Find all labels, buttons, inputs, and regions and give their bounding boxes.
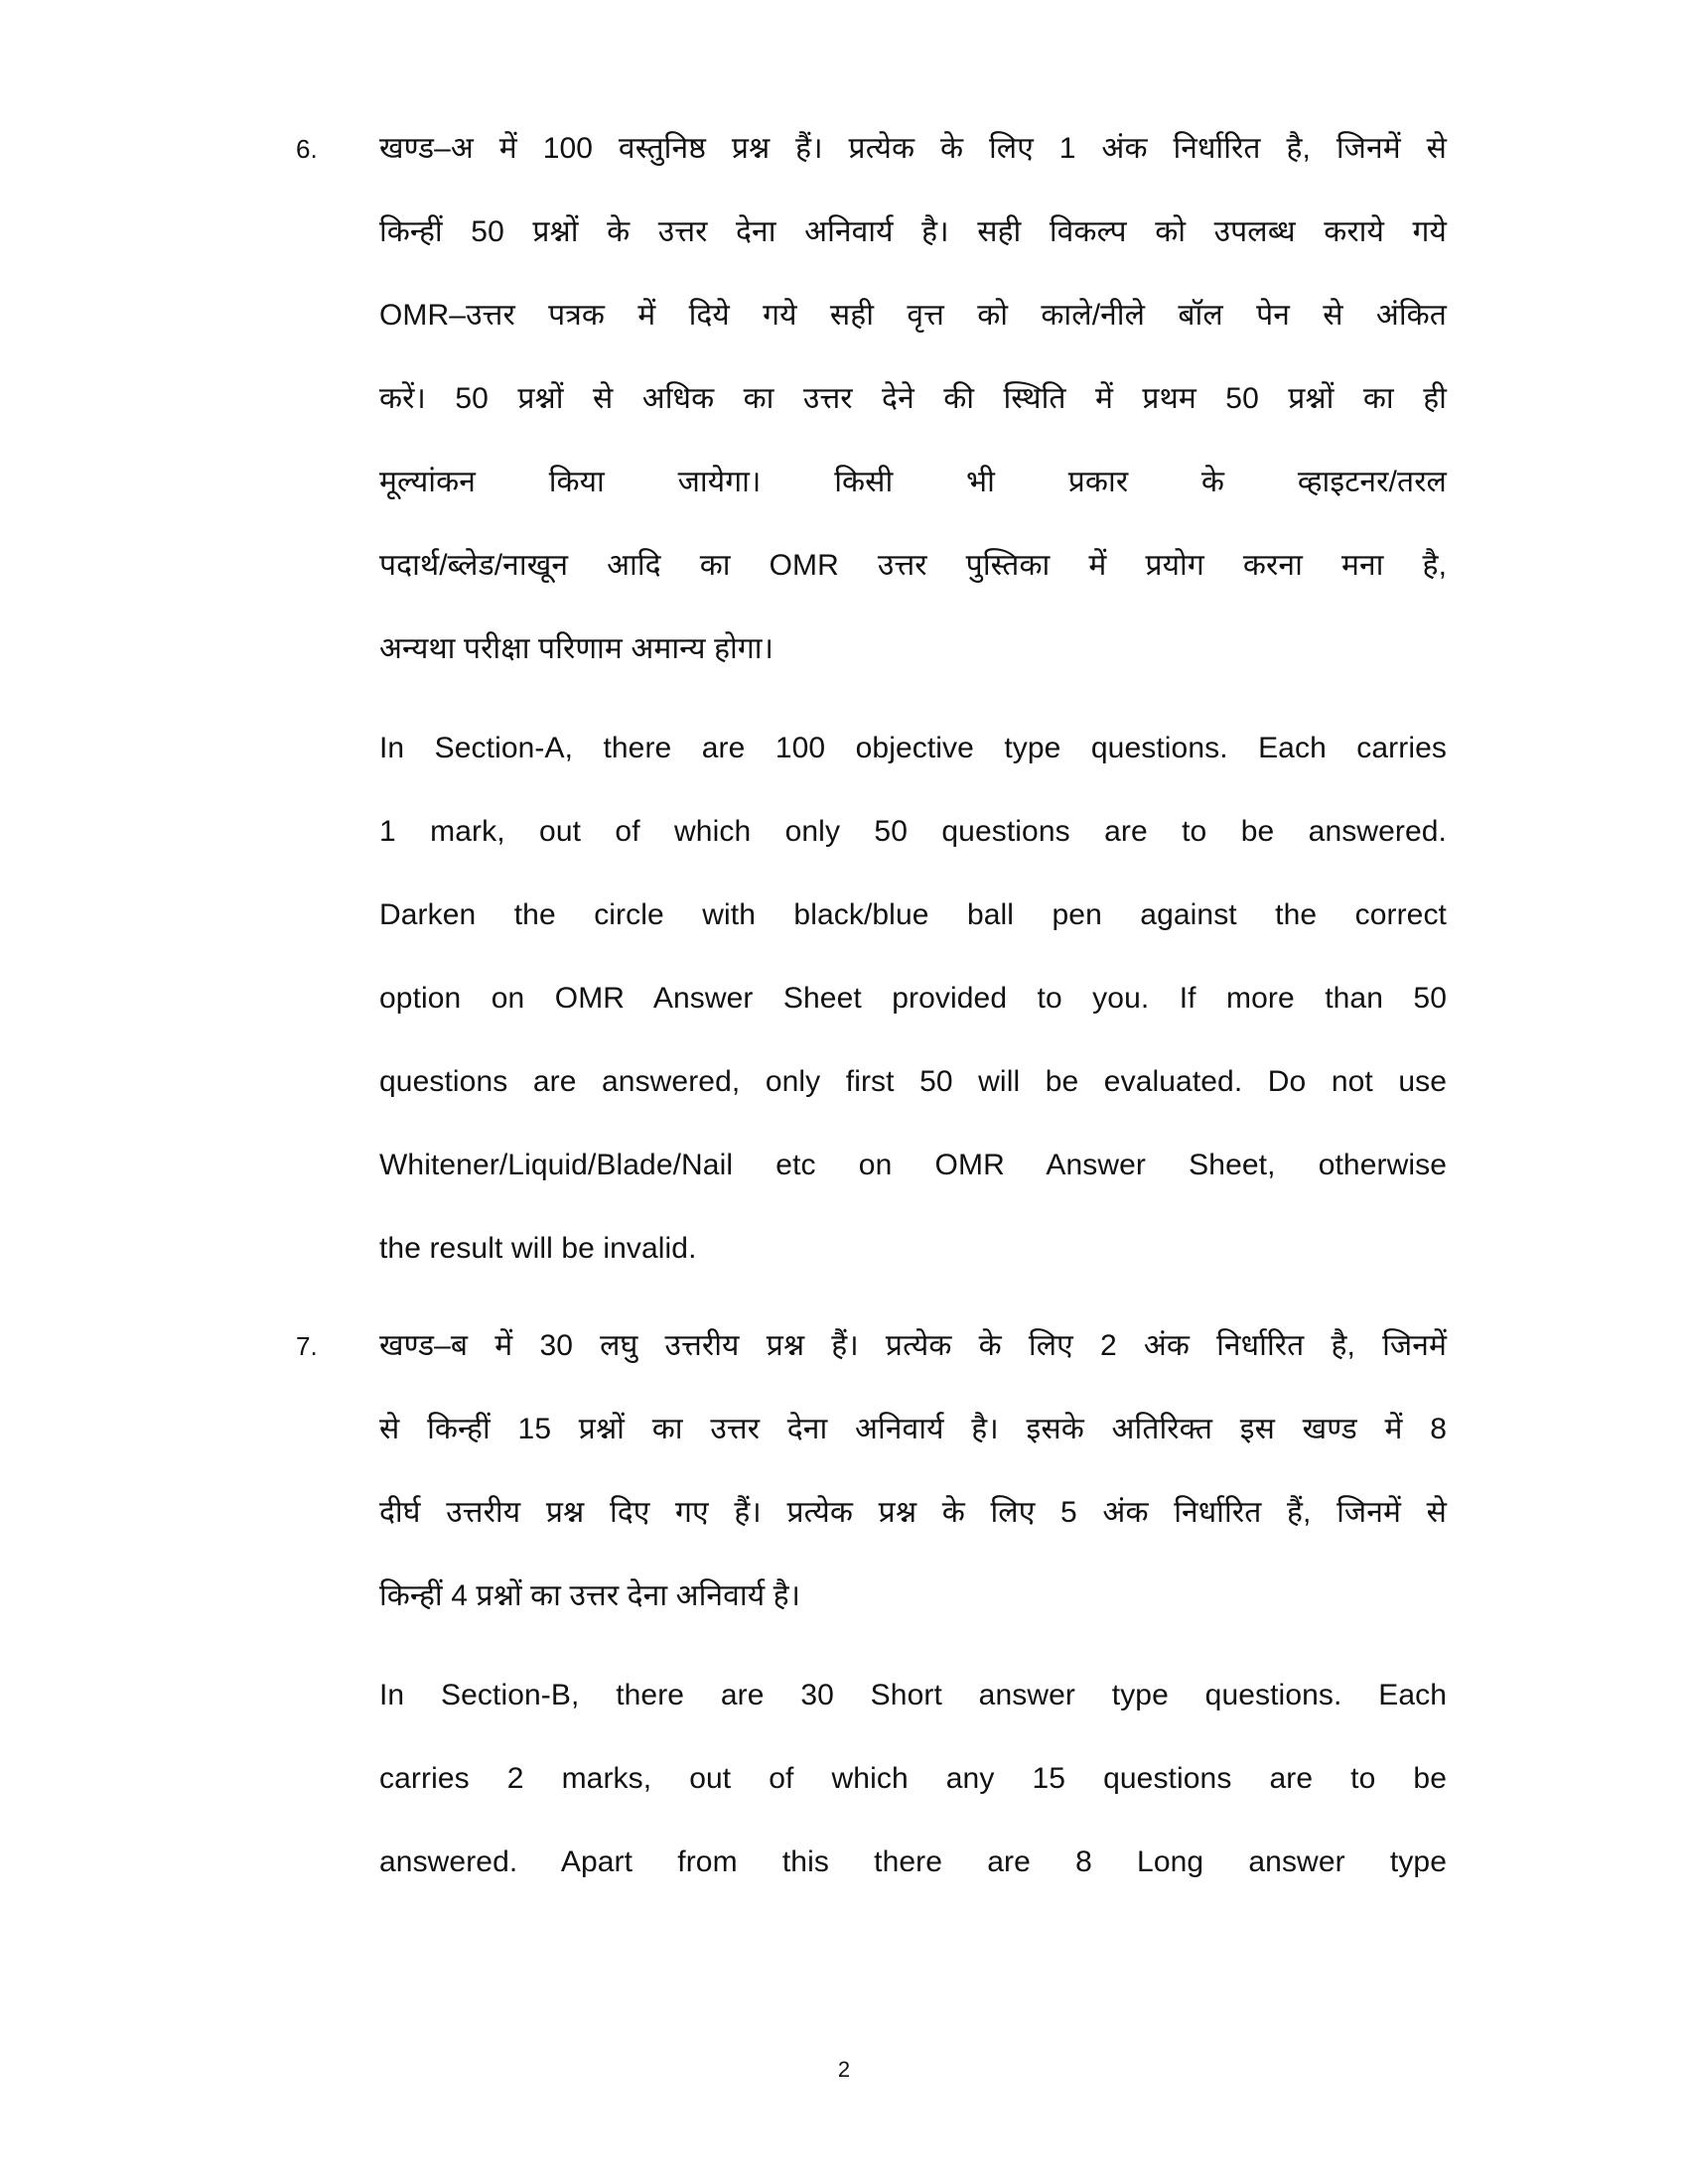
text-line: करें। 50 प्रश्नों से अधिक का उत्तर देने की स्थिति में प्रथम 50 प्रश्नों का ही: [379, 382, 1447, 415]
instruction-number-6: 6.: [296, 134, 318, 164]
text-line: carries 2 marks, out of which any 15 questions are to be: [379, 1762, 1447, 1795]
text-line: option on OMR Answer Sheet provided to you. If more than 50: [379, 982, 1447, 1015]
text-line: In Section-A, there are 100 objective type questions. Each carries: [379, 732, 1447, 764]
instruction-number-7: 7.: [296, 1331, 318, 1361]
item-spacer: [0, 1291, 1688, 1304]
text-line: अन्यथा परीक्षा परिणाम अमान्य होगा।: [379, 632, 774, 665]
text-line: questions are answered, only first 50 will be evaluated. Do not use: [379, 1065, 1447, 1098]
instruction-item-6: [0, 107, 1688, 1291]
text-line: पदार्थ/ब्लेड/नाखून आदि का OMR उत्तर पुस्तिका में प्रयोग करना मना है,: [379, 549, 1447, 582]
page-number: 2: [837, 2057, 851, 2082]
text-line: खण्ड–अ में 100 वस्तुनिष्ठ प्रश्न हैं। प्रत्येक के लिए 1 अंक निर्धारित है, जिनमें से: [379, 132, 1447, 165]
instruction-body-6: [379, 107, 1447, 1291]
instruction-7-hindi: [379, 1304, 1447, 1638]
text-line: the result will be invalid.: [379, 1232, 697, 1265]
page-content: [0, 107, 1688, 1904]
text-line: In Section-B, there are 30 Short answer type questions. Each: [379, 1679, 1447, 1711]
paragraph-spacer: [379, 691, 1447, 707]
instruction-6-hindi: [379, 107, 1447, 691]
text-line: खण्ड–ब में 30 लघु उत्तरीय प्रश्न हैं। प्रत्येक के लिए 2 अंक निर्धारित है, जिनमें: [379, 1329, 1447, 1362]
instruction-item-7: [0, 1304, 1688, 1904]
text-line: किन्हीं 50 प्रश्नों के उत्तर देना अनिवार्य है। सही विकल्प को उपलब्ध कराये गये: [379, 215, 1447, 248]
text-line: 1 mark, out of which only 50 questions are to be answered.: [379, 815, 1447, 848]
text-line: किन्हीं 4 प्रश्नों का उत्तर देना अनिवार्य है।: [379, 1579, 801, 1612]
text-line: से किन्हीं 15 प्रश्नों का उत्तर देना अनिवार्य है। इसके अतिरिक्त इस खण्ड में 8: [379, 1413, 1447, 1445]
text-line: दीर्घ उत्तरीय प्रश्न दिए गए हैं। प्रत्येक प्रश्न के लिए 5 अंक निर्धारित हैं, जिनमें से: [379, 1496, 1447, 1529]
instruction-7-english: [379, 1654, 1447, 1904]
instruction-body-7: [379, 1304, 1447, 1904]
text-line: Darken the circle with black/blue ball pen against the correct: [379, 898, 1447, 931]
paragraph-spacer: [379, 1638, 1447, 1654]
text-line: OMR–उत्तर पत्रक में दिये गये सही वृत्त को काले/नीले बॉल पेन से अंकित: [379, 299, 1447, 332]
instruction-6-english: [379, 707, 1447, 1291]
text-line: answered. Apart from this there are 8 Long answer type: [379, 1845, 1447, 1878]
text-line: Whitener/Liquid/Blade/Nail etc on OMR Answer Sheet, otherwise: [379, 1149, 1447, 1181]
text-line: मूल्यांकन किया जायेगा। किसी भी प्रकार के व्हाइटनर/तरल: [379, 466, 1447, 498]
